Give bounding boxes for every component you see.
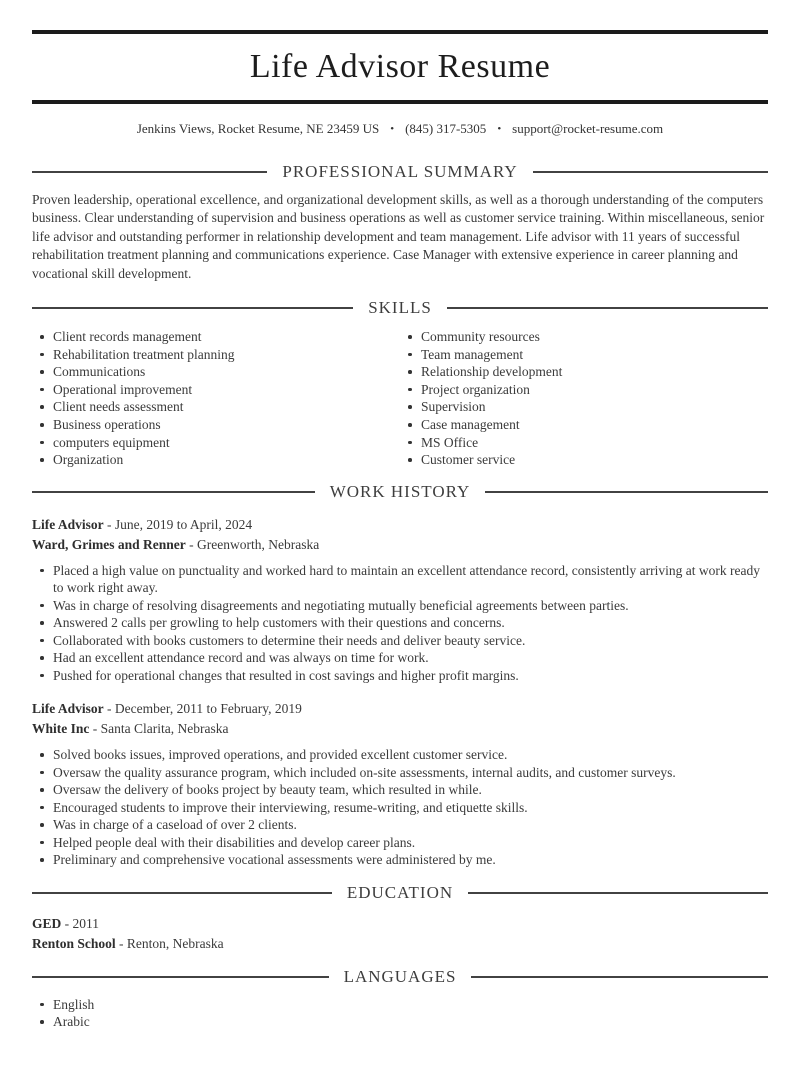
skill-item: Operational improvement (32, 381, 400, 399)
bullet-dot (40, 806, 44, 810)
bullet-dot (40, 423, 44, 427)
bullet-dot (40, 858, 44, 862)
skills-column-left (32, 328, 400, 469)
job-company-line (32, 719, 768, 739)
job-bullet: Collaborated with books customers to determine their needs and deliver beauty service. (32, 632, 768, 650)
job-title-line (32, 699, 768, 719)
languages-section-title: LANGUAGES (343, 966, 457, 986)
job-title: Life Advisor (32, 701, 104, 717)
job-bullet: Helped people deal with their disabilities and develop career plans. (32, 834, 768, 852)
skill-item: Customer service (400, 451, 768, 469)
bullet-dot (40, 604, 44, 608)
job-bullet: Oversaw the quality assurance program, which included on-site assessments, internal audits, and customer surveys. (32, 764, 768, 782)
bullet-dot (40, 441, 44, 445)
bullet-dot (408, 370, 412, 374)
section-heading-skills (32, 298, 768, 318)
section-rule-right (471, 976, 768, 978)
summary-paragraph: Proven leadership, operational excellence, and organizational development skills, as well as a thorough understanding of the computers business. Clear understanding of supervision and business operations as well as customer service training. Within miscellaneous, senior life advisor and outstanding performer in relationship development and team management. Life advisor with 11 years of successful rehabilitation treatment planning and communications experience. Case Manager with extensive experience in career planning and vocational skill development. (32, 192, 765, 281)
section-heading-education (32, 883, 768, 903)
bullet-dot (40, 674, 44, 678)
education-degree-line (32, 914, 768, 934)
section-rule-right (468, 892, 768, 894)
section-heading-languages (32, 967, 768, 987)
bullet-dot (408, 458, 412, 462)
contact-phone: (845) 317-5305 (405, 121, 487, 136)
bullet-dot (40, 621, 44, 625)
section-rule-left (32, 976, 329, 978)
languages-list (32, 996, 768, 1031)
bullet-dot (40, 370, 44, 374)
education-entry (32, 914, 768, 954)
bullet-dot (408, 388, 412, 392)
job-dates: December, 2011 to February, 2019 (114, 701, 302, 717)
dash-separator: - (115, 935, 127, 951)
bullet-dot (40, 335, 44, 339)
section-rule-right (447, 307, 768, 309)
bullet-dot (40, 841, 44, 845)
skill-item: Business operations (32, 416, 400, 434)
header-bottom-rule (32, 100, 768, 104)
bullet-dot (40, 753, 44, 757)
education-location: Renton, Nebraska (126, 935, 224, 951)
page-title: Life Advisor Resume (249, 48, 551, 85)
skill-item: Organization (32, 451, 400, 469)
bullet-dot (40, 1003, 44, 1007)
skill-item: Rehabilitation treatment planning (32, 346, 400, 364)
bullet-dot (40, 823, 44, 827)
bullet-dot (408, 441, 412, 445)
bullet-dot (408, 335, 412, 339)
contact-separator-dot: • (390, 123, 395, 135)
job-bullet: Pushed for operational changes that resulted in cost savings and higher profit margins. (32, 667, 768, 685)
skills-section-title: SKILLS (368, 298, 432, 318)
language-item: English (32, 996, 768, 1014)
bullet-dot (408, 405, 412, 409)
skill-item: Team management (400, 346, 768, 364)
skill-item: Community resources (400, 328, 768, 346)
header-top-rule (32, 30, 768, 34)
bullet-dot (40, 639, 44, 643)
skill-item: Supervision (400, 398, 768, 416)
job-bullet: Oversaw the delivery of books project by beauty team, which resulted in while. (32, 781, 768, 799)
dash-separator: - (89, 721, 101, 737)
contact-separator-dot: • (497, 123, 502, 135)
skill-item: Client records management (32, 328, 400, 346)
bullet-dot (40, 353, 44, 357)
section-rule-left (32, 892, 332, 894)
dash-separator: - (61, 915, 73, 931)
section-heading-work-history (32, 482, 768, 502)
job-title-line (32, 515, 768, 535)
job-location: Greenworth, Nebraska (197, 536, 320, 552)
skills-column-right (400, 328, 768, 469)
job-company: Ward, Grimes and Renner (32, 536, 186, 552)
section-rule-left (32, 171, 267, 173)
dash-separator: - (103, 516, 115, 532)
language-item: Arabic (32, 1013, 768, 1031)
job-location: Santa Clarita, Nebraska (100, 721, 229, 737)
job-title: Life Advisor (32, 516, 104, 532)
skill-item: Communications (32, 363, 400, 381)
education-school-line (32, 934, 768, 954)
education-school: Renton School (32, 935, 116, 951)
job-bullet: Encouraged students to improve their interviewing, resume-writing, and etiquette skills. (32, 799, 768, 817)
section-rule-right (533, 171, 768, 173)
job-company-line (32, 535, 768, 555)
bullet-dot (408, 423, 412, 427)
education-section-title: EDUCATION (346, 882, 454, 902)
job-bullet: Answered 2 calls per growling to help customers with their questions and concerns. (32, 614, 768, 632)
skill-item: Relationship development (400, 363, 768, 381)
bullet-dot (40, 569, 44, 573)
education-year: 2011 (72, 915, 100, 931)
job-bullet: Was in charge of resolving disagreements and negotiating mutually beneficial agreements between parties. (32, 597, 768, 615)
skill-item: MS Office (400, 434, 768, 452)
skill-item: computers equipment (32, 434, 400, 452)
education-degree: GED (32, 915, 62, 931)
dash-separator: - (185, 536, 197, 552)
contact-email: support@rocket-resume.com (512, 121, 664, 136)
work-history-section-title: WORK HISTORY (329, 481, 471, 501)
job-company: White Inc (32, 721, 90, 737)
dash-separator: - (103, 701, 115, 717)
skill-item: Case management (400, 416, 768, 434)
job-bullet: Preliminary and comprehensive vocational assessments were administered by me. (32, 851, 768, 869)
job-bullet: Was in charge of a caseload of over 2 clients. (32, 816, 768, 834)
bullet-dot (408, 353, 412, 357)
job-entry (32, 699, 768, 869)
summary-section-title: PROFESSIONAL SUMMARY (282, 162, 518, 181)
job-bullet: Solved books issues, improved operations, and provided excellent customer service. (32, 746, 768, 764)
section-rule-left (32, 491, 315, 493)
section-rule-left (32, 307, 353, 309)
contact-address: Jenkins Views, Rocket Resume, NE 23459 US (136, 121, 380, 136)
bullet-dot (40, 405, 44, 409)
bullet-dot (40, 656, 44, 660)
job-dates: June, 2019 to April, 2024 (114, 516, 253, 532)
bullet-dot (40, 788, 44, 792)
skill-item: Project organization (400, 381, 768, 399)
bullet-dot (40, 1020, 44, 1024)
contact-line (32, 120, 768, 138)
bullet-dot (40, 458, 44, 462)
job-entry (32, 515, 768, 685)
job-bullet: Had an excellent attendance record and was always on time for work. (32, 649, 768, 667)
job-bullet: Placed a high value on punctuality and worked hard to maintain an excellent attendance record, consistently arriving at work ready to work right away. (32, 562, 768, 597)
bullet-dot (40, 388, 44, 392)
section-heading-summary (32, 162, 768, 182)
section-rule-right (485, 491, 768, 493)
skill-item: Client needs assessment (32, 398, 400, 416)
job-bullet-list (32, 746, 768, 869)
skills-columns (32, 328, 768, 469)
job-bullet-list (32, 562, 768, 685)
resume-page (0, 30, 800, 1031)
bullet-dot (40, 771, 44, 775)
